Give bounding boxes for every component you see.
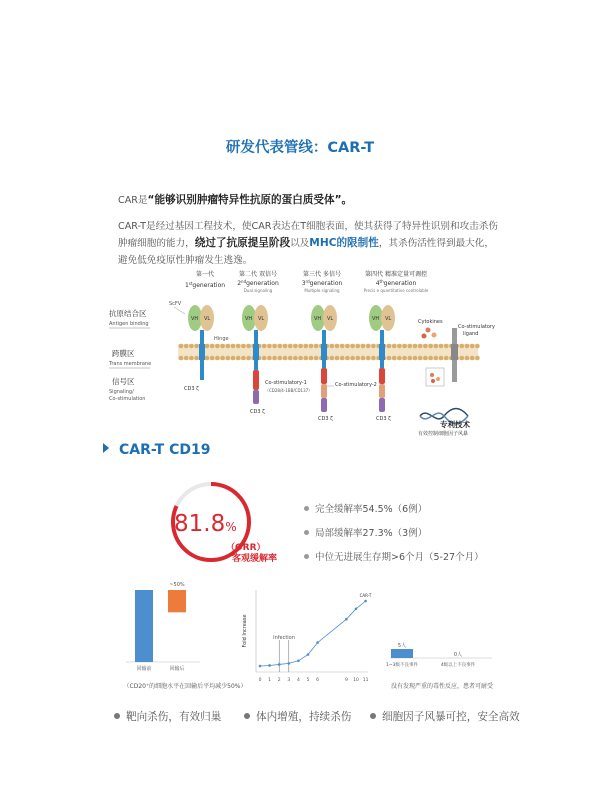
gen-1-cd3: CD3 ζ xyxy=(184,386,199,392)
intro-paragraph xyxy=(118,218,498,269)
footer-item: 靶向杀伤，有效归巢 xyxy=(114,709,221,724)
triangle-icon xyxy=(103,443,109,453)
costim-2-label: Co-stimulatory-2 xyxy=(335,382,377,388)
patent-sub: 有效控制细胞因子风暴 xyxy=(418,431,469,437)
cell-membrane xyxy=(178,344,480,361)
c2-point xyxy=(268,664,271,667)
row-signal-en-2: Co-stimulation xyxy=(109,396,146,402)
gen-4-sub: Precis e quantitative controlable xyxy=(363,288,429,293)
gen-2-sub: Dual signaling xyxy=(243,288,273,293)
fold-increase-line-chart xyxy=(238,586,378,686)
gen-4-label: 4thgeneration xyxy=(375,279,417,287)
c1-category-label: 回输前 xyxy=(136,666,152,672)
svg-text:VH: VH xyxy=(314,316,322,322)
intro-p2-a: CAR-T是经过基因工程技术，使CAR表达在T细胞表面，使其获得了特异性识别和攻击杀伤肿瘤细胞的能力， xyxy=(118,221,498,249)
c3-caption: 没有发现严重的毒性反应，患者可耐受 xyxy=(390,683,494,690)
svg-text:VH: VH xyxy=(191,316,199,322)
c2-tick-label: 4 xyxy=(296,678,300,683)
gen-2-label: 2ndgeneration xyxy=(237,279,279,287)
intro-line-1 xyxy=(118,192,498,209)
c2-point xyxy=(297,660,300,663)
intro-bold: “能够识别肿瘤特异性抗原的蛋白质受体”。 xyxy=(147,194,353,206)
c2-tick-label: 1 xyxy=(268,678,272,683)
row-transmembrane-en: Trans membrane xyxy=(109,361,152,367)
costim-1-label: Co-stimulatory-1 xyxy=(265,380,307,386)
c2-tick-label: 5 xyxy=(306,678,310,683)
c1-bar xyxy=(168,590,186,612)
c3-category-label: 1~3级不良事件 xyxy=(386,663,418,668)
c2-tick-label: 0 xyxy=(258,678,262,683)
svg-text:VL: VL xyxy=(204,316,211,322)
ligand-label-1: Co-stimulatory xyxy=(458,324,495,330)
intro-p2-e: ，其杀伤活性得到最大化，避免低免疫原性肿瘤发生逃逸。 xyxy=(118,238,494,266)
gen-2-costim-1 xyxy=(253,370,259,390)
gen-4-title: 第四代 精准定量可调控 xyxy=(365,271,427,278)
gen-3-label: 3rdgeneration xyxy=(301,279,343,287)
c2-ylabel: Fold Increase xyxy=(242,614,248,648)
c2-point xyxy=(278,663,281,666)
row-antigen-en: Antigen binding xyxy=(109,321,149,327)
gen-1-label: 1stgeneration xyxy=(184,281,226,289)
gen-2-cd3: CD3 ζ xyxy=(250,409,265,415)
c3-bar xyxy=(391,649,413,658)
gen-4-cd3: CD3 ζ xyxy=(376,416,391,422)
c2-annotation: Infection xyxy=(273,635,295,641)
c2-series-line xyxy=(260,601,366,666)
gen-3-cd3: CD3 ζ xyxy=(318,416,333,422)
svg-text:VL: VL xyxy=(327,316,334,322)
c2-point xyxy=(259,665,262,668)
svg-text:VL: VL xyxy=(258,316,265,322)
intro-p2-b: 绕过了抗原提呈阶段 xyxy=(194,237,291,249)
gen-3-car xyxy=(311,305,380,422)
results-list xyxy=(304,503,484,575)
gen-3-sub: Multiple signaling xyxy=(304,288,340,293)
intro-p2-d: MHC的限制性 xyxy=(309,237,379,249)
svg-text:VL: VL xyxy=(385,316,392,322)
footer-item: 体内增殖，持续杀伤 xyxy=(244,709,351,724)
patent-label: 专利技术 xyxy=(440,420,470,429)
costim-1-sub: （CD28/4-1BB/CD137） xyxy=(265,388,313,393)
orr-label-2: 客观缓解率 xyxy=(232,554,278,564)
row-transmembrane-cn: 跨膜区 xyxy=(112,349,135,358)
scfv-label: ScFV xyxy=(169,301,182,307)
c3-category-label: 4级以上不良事件 xyxy=(440,663,476,668)
row-antigen-cn: 抗原结合区 xyxy=(109,309,147,318)
svg-text:VH: VH xyxy=(245,316,253,322)
orr-value: 81.8% xyxy=(174,511,237,537)
c2-point-label: CAR-T xyxy=(359,593,372,598)
c1-annotation: ~50% xyxy=(169,582,185,588)
c2-point xyxy=(355,608,358,611)
c1-category-label: 回输后 xyxy=(169,666,185,672)
gen-4-car xyxy=(369,305,395,422)
row-signal-en-1: Signaling/ xyxy=(109,389,134,395)
c1-bar xyxy=(135,590,153,662)
svg-text:VH: VH xyxy=(372,316,380,322)
c2-point xyxy=(364,600,367,603)
gen-1-title: 第一代 xyxy=(195,271,215,278)
ligand-label-2: ligand xyxy=(463,331,479,337)
result-item: 完全缓解率54.5%（6例） xyxy=(304,503,484,527)
c2-tick-label: 2 xyxy=(277,678,281,683)
gen-2-title: 第二代 双信号 xyxy=(239,271,277,278)
c2-point xyxy=(345,618,348,621)
c2-point xyxy=(307,653,310,656)
cytokines-label: Cytokines xyxy=(418,319,443,325)
c2-tick-label: 10 xyxy=(353,678,359,683)
orr-label-1: （ORR） xyxy=(226,543,266,553)
intro-p2-c: 以及 xyxy=(290,238,310,249)
row-signal-cn: 信号区 xyxy=(112,377,135,386)
c2-tick-label: 11 xyxy=(362,678,369,683)
adverse-events-bar-chart xyxy=(380,628,510,698)
c1-caption: （CD20⁺的细胞水平在回输后平均减少50%） xyxy=(123,683,247,690)
page-title: 研发代表管线：CAR-T xyxy=(225,140,375,156)
result-item: 局部缓解率27.3%（3例） xyxy=(304,527,484,551)
result-item: 中位无进展生存期>6个月（5-27个月） xyxy=(304,551,484,575)
c2-point xyxy=(316,641,319,644)
hinge-label: Hinge xyxy=(214,336,229,342)
c2-tick-label: 6 xyxy=(316,678,320,683)
c2-point xyxy=(288,662,291,665)
generation-headers xyxy=(185,270,429,293)
c3-value-label: 0人 xyxy=(453,652,463,658)
c2-tick-label: 3 xyxy=(287,678,291,683)
gen-2-cd3-domain xyxy=(253,390,259,404)
gen-3-title: 第三代 多信号 xyxy=(303,271,341,278)
intro-prefix: CAR是 xyxy=(118,195,148,206)
c3-value-label: 5人 xyxy=(397,643,407,649)
car-generations-diagram xyxy=(108,268,498,440)
footer-item: 细胞因子风暴可控，安全高效 xyxy=(370,709,520,724)
c2-tick-label: 9 xyxy=(344,678,348,683)
section-header: CAR-T CD19 xyxy=(103,442,210,458)
